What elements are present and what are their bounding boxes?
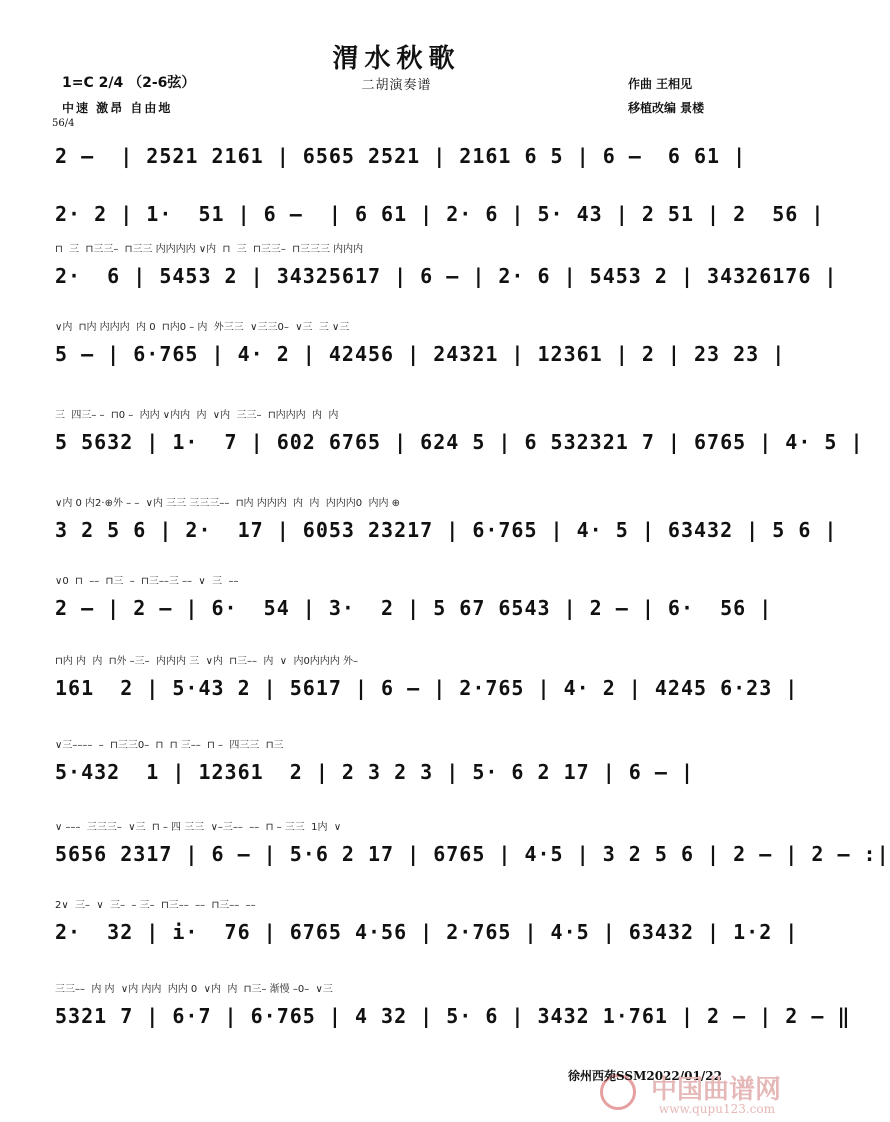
score-row xyxy=(55,818,890,878)
score-row xyxy=(55,652,799,712)
bowing-marks: ∨内 0 内2·⊕外 – – ∨内 三三 三三三–– ⊓内 内内内 内 内 内内内0 内内 ⊕ xyxy=(55,498,401,509)
notation-line: 2· 2 | 1· 51 | 6 – | 6 61 | 2· 6 | 5· 43 | 2 51 | 2 56 | xyxy=(55,202,825,226)
score-row xyxy=(55,736,735,796)
score-title: 渭水秋歌 xyxy=(332,44,461,74)
tempo-marking: 中速 激昂 自由地 xyxy=(62,101,173,115)
notation-line: 5 – | 6·765 | 4· 2 | 42456 | 24321 | 12361 | 2 | 23 23 | xyxy=(55,342,786,366)
key-signature: 1=C 2/4 （2-6弦） xyxy=(62,75,196,91)
score-subtitle: 二胡演奏谱 xyxy=(361,78,432,93)
score-row xyxy=(55,240,838,300)
score-row xyxy=(55,178,825,238)
composer-credit: 作曲 王相见 xyxy=(628,77,693,91)
bowing-marks: 2∨ 三– ∨ 三– – 三– ⊓三–– –– ⊓三–– –– xyxy=(55,900,256,911)
bowing-marks: ⊓ 三 ⊓三三– ⊓三三 内内内内 ∨内 ⊓ 三 ⊓三三– ⊓三三三 内内内 xyxy=(55,244,364,255)
notation-line: 161 2 | 5·43 2 | 5617 | 6 – | 2·765 | 4· 2 | 4245 6·23 | xyxy=(55,676,799,700)
notation-line: 2· 6 | 5453 2 | 34325617 | 6 – | 2· 6 | 5453 2 | 34326176 | xyxy=(55,264,838,288)
score-row xyxy=(55,896,799,956)
notation-line: 2· 32 | i· 76 | 6765 4·56 | 2·765 | 4·5 | 63432 | 1·2 | xyxy=(55,920,799,944)
footer-date: 徐州西苑SSM2022/01/22 xyxy=(568,1069,722,1083)
notation-line: 5321 7 | 6·7 | 6·765 | 4 32 | 5· 6 | 3432 1·761 | 2 – | 2 – ‖ xyxy=(55,1004,851,1028)
notation-line: 2 – | 2521 2161 | 6565 2521 | 2161 6 5 | 6 – 6 61 | xyxy=(55,144,747,168)
watermark: 中国曲谱网 xyxy=(650,1075,781,1105)
notation-line: 5656 2317 | 6 – | 5·6 2 17 | 6765 | 4·5 | 3 2 5 6 | 2 – | 2 – :| xyxy=(55,842,890,866)
score-row xyxy=(55,572,773,632)
score-row xyxy=(55,318,786,378)
score-row xyxy=(55,120,747,180)
arranger-credit: 移植改编 景楼 xyxy=(628,101,705,115)
notation-line: 5·432 1 | 12361 2 | 2 3 2 3 | 5· 6 2 17 | 6 – | xyxy=(55,760,695,784)
notation-line: 5 5632 | 1· 7 | 602 6765 | 624 5 | 6 532321 7 | 6765 | 4· 5 | xyxy=(55,430,864,454)
watermark-url: www.qupu123.com xyxy=(658,1102,775,1116)
notation-line: 3 2 5 6 | 2· 17 | 6053 23217 | 6·765 | 4· 5 | 63432 | 5 6 | xyxy=(55,518,838,542)
bowing-marks: ∨0 ⊓ –– ⊓三 – ⊓三––三 –– ∨ 三 –– xyxy=(55,576,239,587)
bowing-marks: ⊓内 内 内 ⊓外 –三– 内内内 三 ∨内 ⊓三–– 内 ∨ 内0内内内 外– xyxy=(55,656,358,667)
score-row xyxy=(55,494,838,554)
score-row xyxy=(55,980,851,1040)
score-row xyxy=(55,406,864,466)
notation-line: 2 – | 2 – | 6· 54 | 3· 2 | 5 67 6543 | 2 – | 6· 56 | xyxy=(55,596,773,620)
bowing-marks: 三三–– 内 内 ∨内 内内 内内 0 ∨内 内 ⊓三– 渐慢 –0– ∨三 xyxy=(55,984,333,995)
bowing-marks: 三 四三– – ⊓0 – 内内 ∨内内 内 ∨内 三三– ⊓内内内 内 内 xyxy=(55,410,339,421)
bowing-marks: ∨内 ⊓内 内内内 内 0 ⊓内0 – 内 外三三 ∨三三0– ∨三 三 ∨三 xyxy=(55,322,350,333)
bowing-marks: ∨ ––– 三三三– ∨三 ⊓ – 四 三三 ∨–三–– –– ⊓ – 三三 1内 ∨ xyxy=(55,822,342,833)
bowing-marks: ∨三–––– – ⊓三三0– ⊓ ⊓ 三–– ⊓ – 四三三 ⊓三 xyxy=(55,740,284,751)
tempo-mm: 56/4 xyxy=(52,118,75,129)
